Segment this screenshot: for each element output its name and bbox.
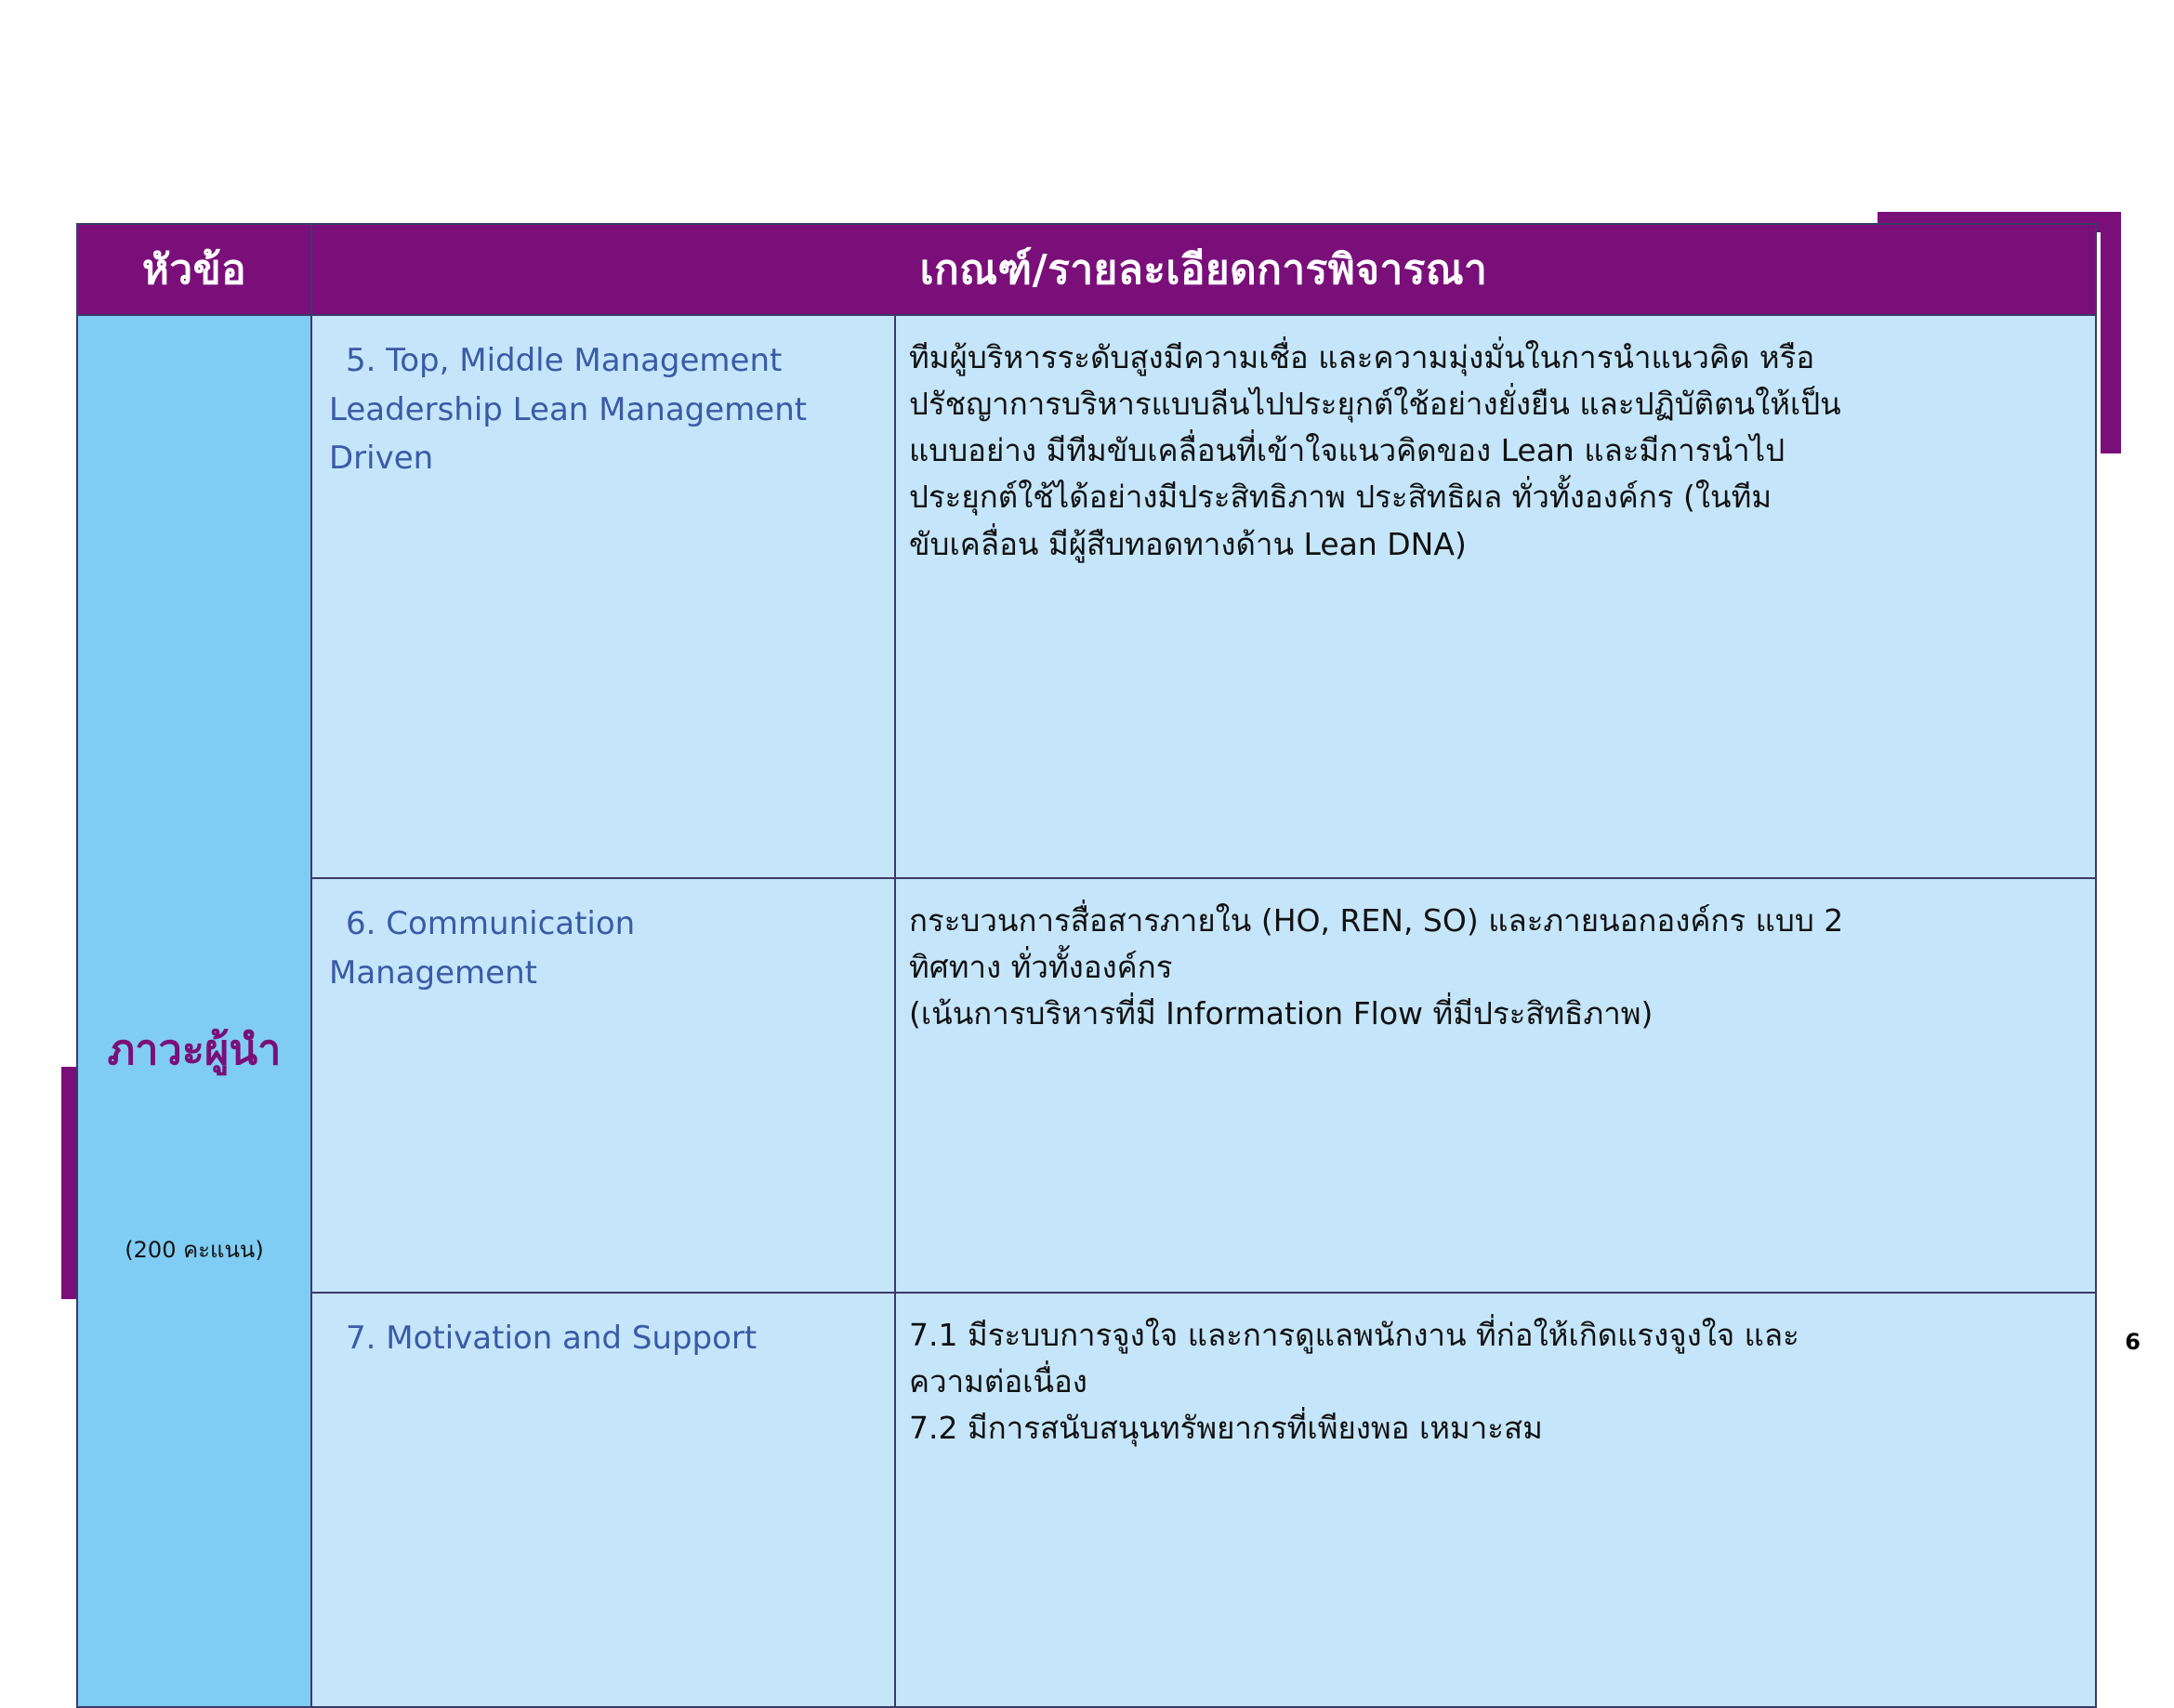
topic-line: Driven [329, 440, 434, 478]
criteria-line: ขับเคลื่อน มีผู้สืบทอดทางด้าน Lean DNA) [909, 525, 1467, 562]
table-row [77, 878, 2096, 1293]
header-cell-criteria: เกณฑ์/รายละเอียดการพิจารณา [311, 224, 2096, 315]
table-row [77, 1293, 2096, 1707]
criteria-line: (เน้นการบริหารที่มี Information Flow ที่มีประสิทธิภาพ) [909, 995, 1654, 1032]
criteria-line: แบบอย่าง มีทีมขับเคลื่อนที่เข้าใจแนวคิดของ Lean และมีการนำไป [909, 432, 1785, 469]
topic-line: 7. Motivation and Support [346, 1320, 758, 1357]
topic-line: Management [329, 953, 537, 992]
criteria-table-wrap [76, 223, 2095, 1708]
criteria-table [76, 223, 2097, 1708]
criteria-line: ปรัชญาการบริหารแบบลีนไปประยุกต์ใช้อย่างยั่งยืน และปฏิบัติตนให้เป็น [909, 386, 1841, 423]
topic-cell-7 [311, 1293, 895, 1707]
decor-purple-right-edge [2101, 212, 2121, 453]
category-cell [77, 315, 311, 1707]
criteria-cell-7 [895, 1293, 2096, 1707]
criteria-line: กระบวนการสื่อสารภายใน (HO, REN, SO) และภายนอกองค์กร แบบ 2 [909, 902, 1844, 939]
category-score: (200 คะแนน) [125, 1236, 264, 1263]
page-number: 6 [2125, 1329, 2141, 1355]
criteria-line: 7.2 มีการสนับสนุนทรัพยากรที่เพียงพอ เหมาะสม [909, 1410, 1543, 1447]
topic-line: Leadership Lean Management [329, 390, 808, 428]
topic-cell-6 [311, 878, 895, 1293]
header-cell-topic: หัวข้อ [77, 224, 311, 315]
criteria-line: 7.1 มีระบบการจูงใจ และการดูแลพนักงาน ที่ก่อให้เกิดแรงจูงใจ และ [909, 1317, 1799, 1353]
topic-line: 6. Communication [346, 905, 636, 942]
table-row [77, 315, 2096, 878]
criteria-cell-6 [895, 878, 2096, 1293]
topic-cell-5 [311, 315, 895, 878]
criteria-line: ทิศทาง ทั่วทั้งองค์กร [909, 949, 1173, 986]
criteria-line: ทีมผู้บริหารระดับสูงมีความเชื่อ และความมุ่งมั่นในการนำแนวคิด หรือ [909, 339, 1815, 375]
topic-line: 5. Top, Middle Management [346, 342, 783, 379]
criteria-line: ประยุกต์ใช้ได้อย่างมีประสิทธิภาพ ประสิทธิผล ทั่วทั้งองค์กร (ในทีม [909, 479, 1772, 516]
category-title: ภาวะผู้นำ [107, 1024, 282, 1074]
criteria-cell-5 [895, 315, 2096, 878]
table-header-row [77, 224, 2096, 315]
criteria-line: ความต่อเนื่อง [909, 1363, 1087, 1400]
